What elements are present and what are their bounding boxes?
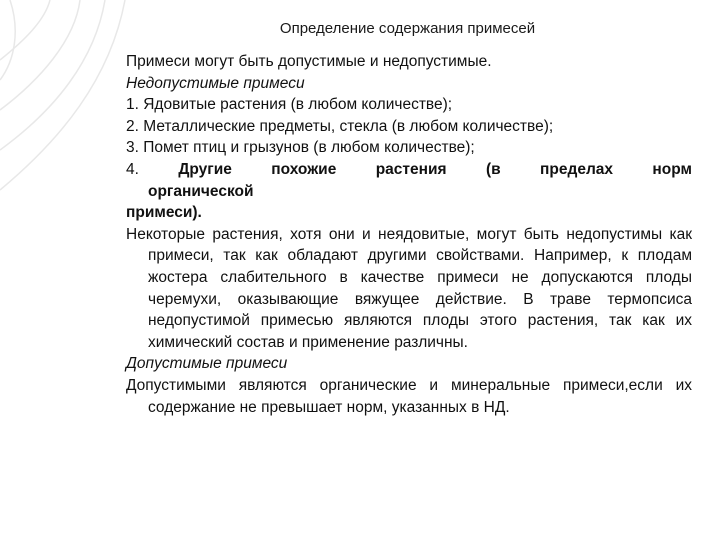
list-item-4-text-b: органической — [148, 182, 254, 200]
intro-line: Примеси могут быть допустимые и недопустимые. — [126, 53, 492, 70]
inadmissible-heading: Недопустимые примеси — [126, 74, 305, 92]
slide-content — [126, 51, 692, 418]
slide-title: Определение содержания примесей — [279, 20, 536, 37]
paragraph-some-plants: Некоторые растения, хотя они и неядовитые, могут быть недопустимы как примеси, так как обладают другими свойствами. Например, к плодам жостера слабительного в качестве примеси не допускаются плоды черемухи, оказывающие вяжущее действие. В траве термопсиса недопустимой примесью являются плоды этого растения, так как их химический состав и применение различны. — [126, 225, 692, 351]
admissible-heading: Допустимые примеси — [126, 355, 288, 373]
list-item-4-number: 4. — [126, 160, 139, 178]
paragraph-admissible: Допустимыми являются органические и минеральные примеси,если их содержание не превышает норм, указанных в НД. — [126, 376, 692, 416]
list-item-4 — [126, 159, 692, 181]
list-item-3: 3. Помет птиц и грызунов (в любом количестве); — [126, 139, 475, 157]
list-item-2: 2. Металлические предметы, стекла (в любом количестве); — [126, 117, 554, 135]
list-item-4-text-a: Другие похожие растения (в пределах норм — [178, 160, 692, 178]
list-item-4-text-c: примеси). — [126, 204, 202, 222]
list-item-1: 1. Ядовитые растения (в любом количестве); — [126, 96, 453, 114]
